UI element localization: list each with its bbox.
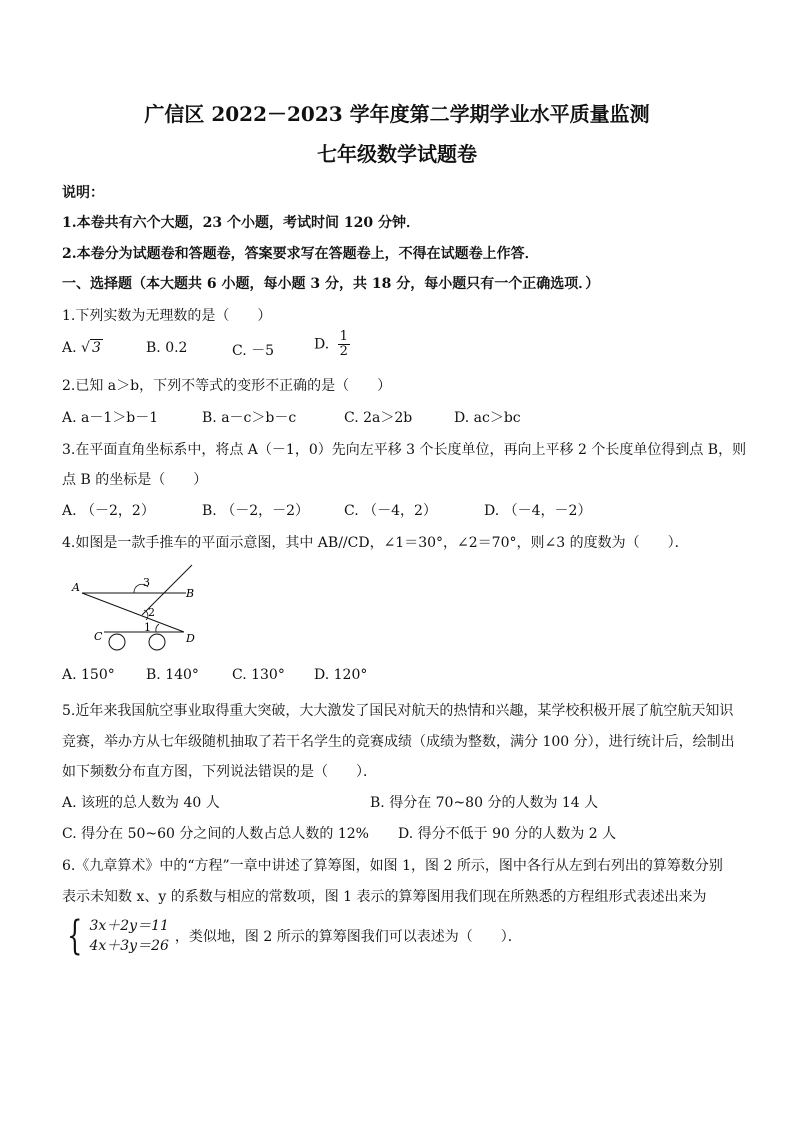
q2-option-c: C. 2a＞2b (344, 410, 413, 426)
q2-option-a: A. a－1＞b－1 (62, 410, 159, 426)
question-6-stem: 表示未知数 x、y 的系数与相应的常数项，图 1 表示的算筹图用我们现在所熟悉的方程组形式表述出来为 (62, 889, 707, 905)
label-angle-2: 2 (148, 606, 155, 619)
option-label: D. (314, 336, 334, 353)
question-5-stem: 竞赛，举办方从七年级随机抽取了若干名学生的竞赛成绩（成绩为整数，满分 100 分），进行统计后，绘制出 (62, 734, 735, 750)
q5-option-d: D. 得分不低于 90 分的人数为 2 人 (398, 826, 617, 842)
question-6-stem: 6.《九章算术》中的“方程”一章中讲述了算筹图，如图 1，图 2 所示，图中各行从左到右列出的算筹数分别 (62, 858, 723, 874)
equation-system (62, 913, 522, 959)
q3-option-c: C. （－4，2） (344, 503, 437, 519)
instructions-label: 说明： (62, 185, 104, 201)
fraction (338, 330, 350, 359)
exam-subtitle: 七年级数学试题卷 (317, 142, 477, 166)
denominator: 2 (339, 344, 348, 359)
q4-option-c: C. 130° (232, 667, 285, 683)
equation-1: 3x＋2y＝11 (89, 918, 169, 934)
q1-option-b: B. 0.2 (146, 340, 188, 356)
exam-title: 广信区 2022－2023 学年度第二学期学业水平质量监测 (144, 102, 650, 126)
wheel-right (149, 634, 165, 650)
wheel-left (109, 634, 125, 650)
label-d: D (186, 632, 195, 645)
line-ad (82, 593, 184, 632)
label-c: C (94, 630, 103, 643)
section-heading: 一、选择题（本大题共 6 小题，每小题 3 分，共 18 分，每小题只有一个正确选项．） (62, 276, 600, 292)
sqrt-expression: √ 3 (81, 340, 101, 356)
q4-option-d: D. 120° (314, 667, 368, 683)
q2-option-d: D. ac＞bc (454, 410, 521, 426)
brace: { (67, 913, 83, 959)
instruction-item: 1.本卷共有六个大题，23 个小题，考试时间 120 分钟． (62, 215, 420, 231)
q3-option-b: B. （－2，－2） (202, 503, 310, 519)
question-2-stem: 2.已知 a＞b，下列不等式的变形不正确的是（ ） (62, 378, 392, 394)
question-4-stem: 4.如图是一款手推车的平面示意图，其中 AB//CD，∠1＝30°，∠2＝70°，则∠3 的度数为（ ）． (62, 535, 689, 551)
label-a: A (72, 581, 80, 594)
radicand: 3 (91, 340, 101, 356)
angle-1-arc (156, 624, 159, 632)
q4-option-a: A. 150° (62, 667, 115, 683)
label-b: B (186, 587, 195, 600)
question-5-stem: 如下频数分布直方图，下列说法错误的是（ ）． (62, 764, 377, 780)
q5-option-a: A. 该班的总人数为 40 人 (62, 795, 220, 811)
question-6-tail: ，类似地，图 2 所示的算筹图我们可以表述为（ ）． (174, 929, 522, 945)
q2-option-b: B. a－c＞b－c (202, 410, 297, 426)
cart-figure (64, 560, 214, 660)
question-3-stem: 3.在平面直角坐标系中，将点 A（－1，0）先向左平移 3 个长度单位，再向上平移 2 个长度单位得到点 B，则 (62, 442, 747, 458)
question-3-stem: 点 B 的坐标是（ ） (62, 472, 208, 488)
q3-option-a: A. （－2，2） (62, 503, 155, 519)
label-angle-1: 1 (144, 621, 151, 634)
question-5-stem: 5.近年来我国航空事业取得重大突破，大大激发了国民对航天的热情和兴趣，某学校积极开展了航空航天知识 (62, 703, 734, 719)
q3-option-d: D. （－4，－2） (484, 503, 592, 519)
q1-option-c: C. －5 (232, 343, 275, 359)
q1-option-d (314, 330, 350, 359)
q5-option-c: C. 得分在 50~60 分之间的人数占总人数的 12% (62, 826, 369, 842)
q1-option-a (62, 340, 103, 356)
equations (89, 916, 168, 956)
question-1-stem: 1.下列实数为无理数的是（ ） (62, 308, 272, 324)
equation-2: 4x＋3y＝26 (89, 938, 169, 954)
label-angle-3: 3 (143, 576, 150, 589)
numerator: 1 (339, 329, 348, 344)
instruction-item: 2.本卷分为试题卷和答题卷，答案要求写在答题卷上，不得在试题卷上作答． (62, 246, 539, 262)
option-label: A. (62, 340, 82, 356)
q4-option-b: B. 140° (146, 667, 199, 683)
q5-option-b: B. 得分在 70~80 分的人数为 14 人 (370, 795, 599, 811)
